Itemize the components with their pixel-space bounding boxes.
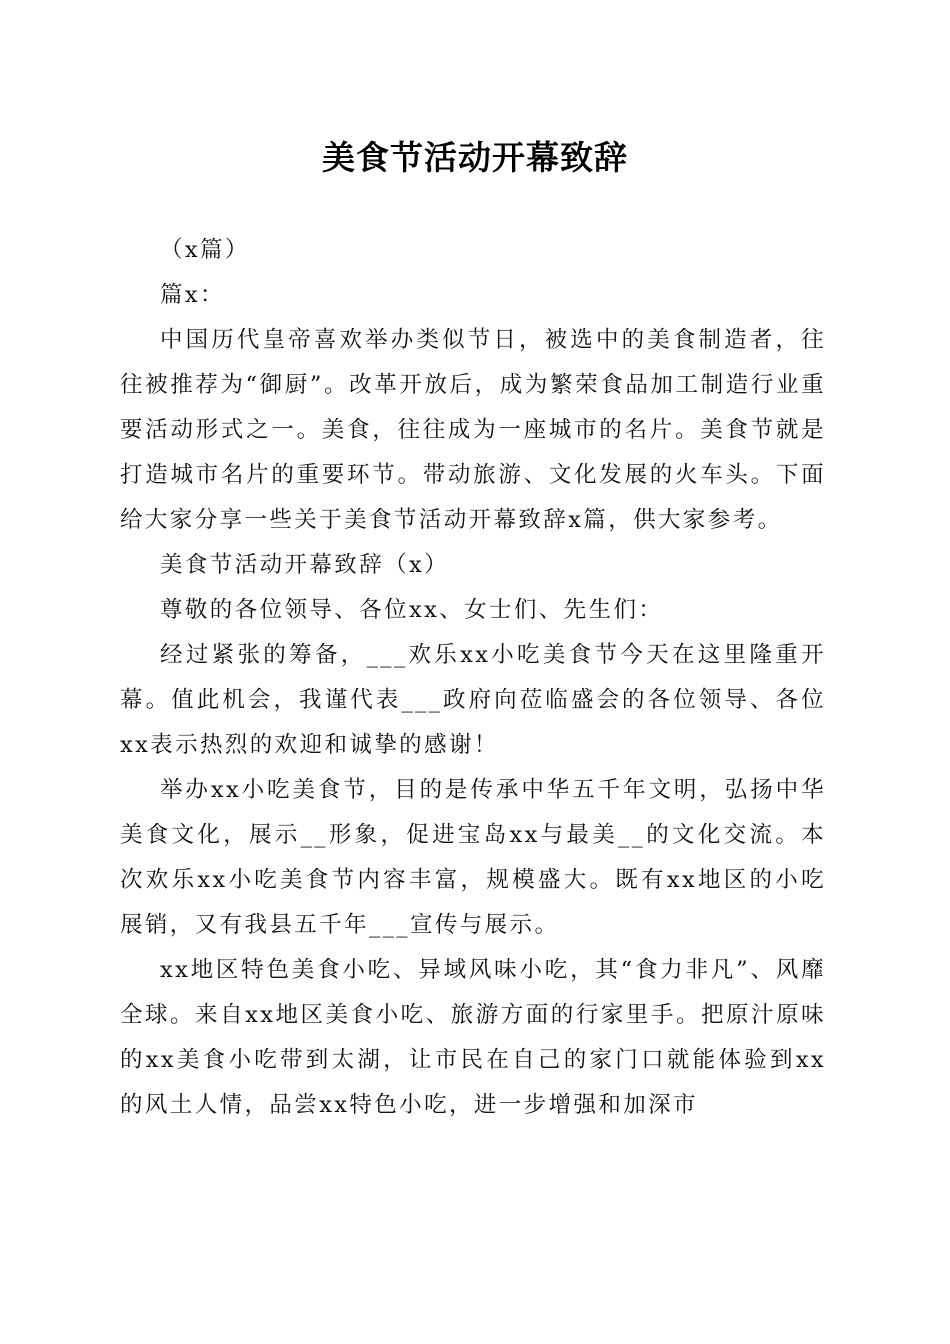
paragraph-purpose: 举办xx小吃美食节，目的是传承中华五千年文明，弘扬中华美食文化，展示__形象，促进宝岛xx与最美__的文化交流。本次欢乐xx小吃美食节内容丰富，规模盛大。既有xx地区的小吃展销，又有我县五千年___宣传与展示。 xyxy=(120,777,826,938)
document-body xyxy=(120,228,826,1128)
paragraph-speech-heading: 美食节活动开幕致辞（x） xyxy=(160,552,449,578)
paragraph-introduction: 中国历代皇帝喜欢举办类似节日，被选中的美食制造者，往往被推荐为“御厨”。改革开放后，成为繁荣食品加工制造行业重要活动形式之一。美食，往往成为一座城市的名片。美食节就是打造城市名片的重要环节。带动旅游、文化发展的火车头。下面给大家分享一些关于美食节活动开幕致辞x篇，供大家参考。 xyxy=(120,327,826,533)
paragraph-salutation: 尊敬的各位领导、各位xx、女士们、先生们： xyxy=(160,597,664,623)
paragraph-specialties: xx地区特色美食小吃、异域风味小吃，其“食力非凡”、风靡全球。来自xx地区美食小吃、旅游方面的行家里手。把原汁原味的xx美食小吃带到太湖，让市民在自己的家门口就能体验到xx的风土人情，品尝xx特色小吃，进一步增强和加深市 xyxy=(120,957,826,1118)
paragraph-subtitle-count: （x篇） xyxy=(160,237,250,263)
paragraph-opening: 经过紧张的筹备，___欢乐xx小吃美食节今天在这里隆重开幕。值此机会，我谨代表___政府向莅临盛会的各位领导、各位xx表示热烈的欢迎和诚挚的感谢！ xyxy=(120,642,826,758)
paragraph-section-label: 篇x： xyxy=(160,282,225,308)
document-title: 美食节活动开幕致辞 xyxy=(322,138,628,177)
